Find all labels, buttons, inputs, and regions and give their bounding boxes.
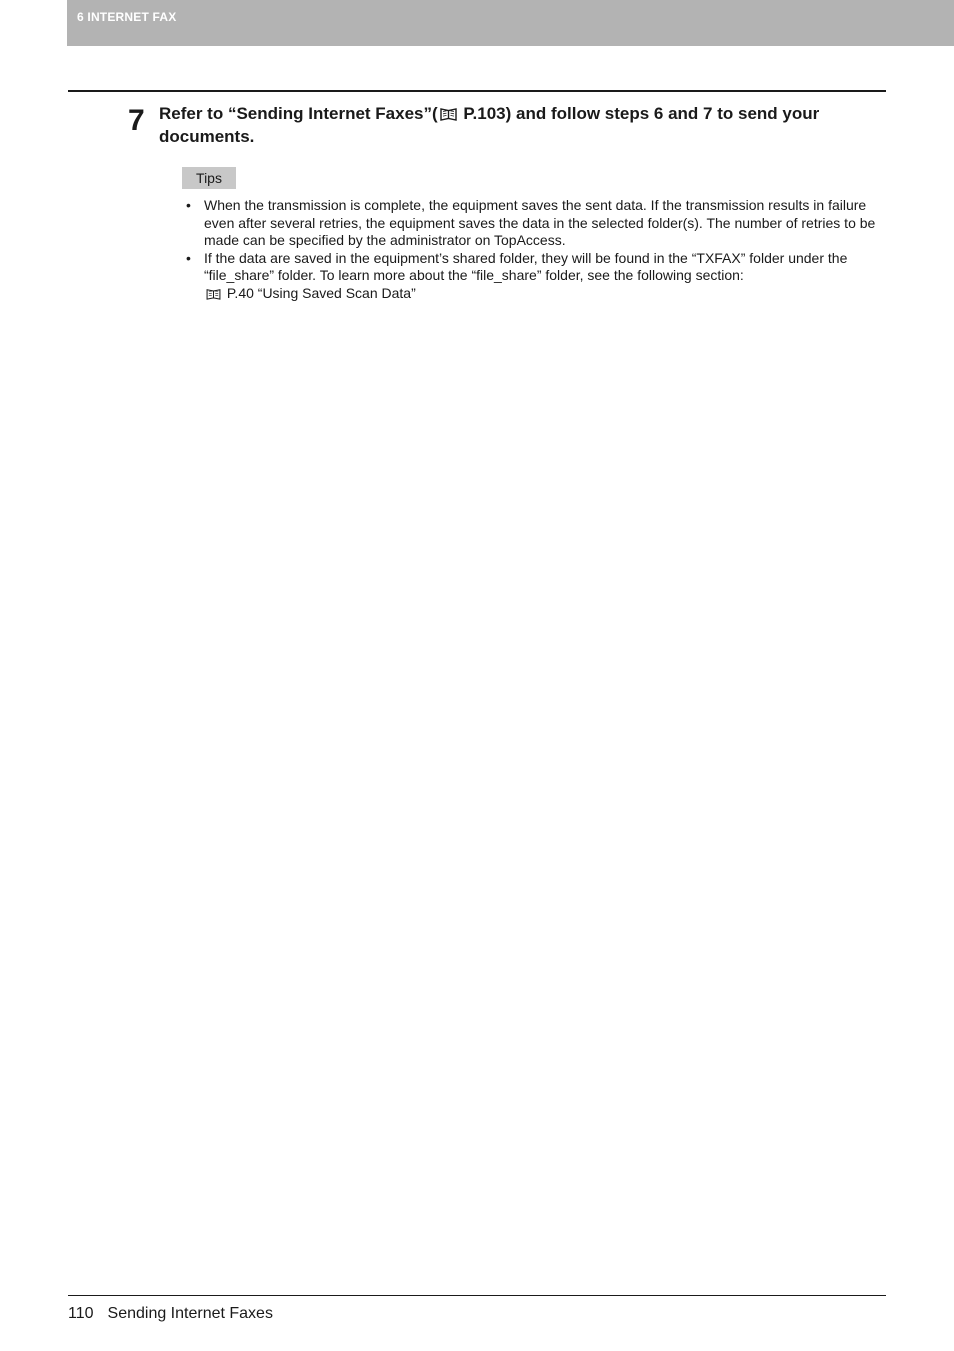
step-heading-text-end: P.103) and follow steps 6 and 7 to send your documents. [159,104,820,146]
tips-badge: Tips [182,167,236,189]
page-reference-link[interactable] [204,285,886,305]
footer-divider [68,1295,886,1296]
tip-text: If the data are saved in the equipment’s shared folder, they will be found in the “TXFAX” folder under the “file_share” folder. To learn more about the “file_share” folder, see the following section: [204,249,848,284]
step-number: 7 [128,104,145,137]
book-icon [440,105,457,126]
chapter-label: 6 INTERNET FAX [77,10,177,24]
tip-item [186,197,886,250]
tips-list [186,197,886,305]
page-reference-text: P.40 “Using Saved Scan Data” [226,284,416,301]
tip-item [186,250,886,305]
footer-section-title: Sending Internet Faxes [107,1305,273,1322]
tip-text: When the transmission is complete, the equipment saves the sent data. If the transmission results in failure even after several retries, the equipment saves the data in the selected folder(s). The number of retries to be made can be specified by the administrator on TopAccess. [204,197,876,249]
step-heading [159,103,879,147]
step-heading-text-start: Refer to “Sending Internet Faxes”( [159,104,438,123]
section-divider-top [68,90,886,92]
bullet-icon: • [186,197,191,213]
chapter-header-bar [67,0,954,46]
bullet-icon: • [186,249,191,266]
page-number: 110 [68,1305,94,1322]
page-footer [68,1305,273,1323]
book-icon [206,287,221,305]
